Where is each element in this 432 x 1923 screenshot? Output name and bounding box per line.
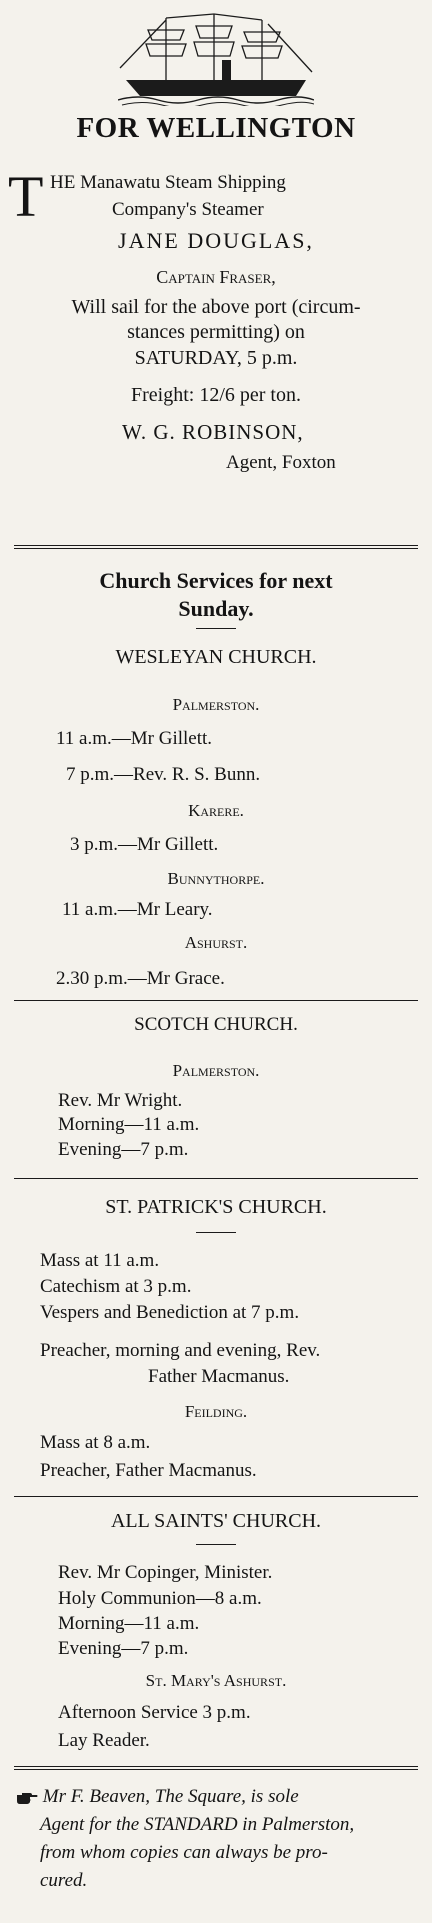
sail-line-1: Will sail for the above port (circum- [71,296,361,318]
church-services-heading: Church Services for next [99,568,333,593]
section-divider [14,545,418,549]
all-saints-line-3: Morning—11 a.m. [58,1613,200,1634]
st-patricks-line-2: Catechism at 3 p.m. [40,1276,192,1297]
agent-notice-text-1: Mr F. Beaven, The Square, is sole [42,1786,299,1807]
st-patricks-line-4: Preacher, morning and evening, Rev. [40,1340,321,1361]
st-patricks-line-6: Mass at 8 a.m. [40,1432,151,1453]
company-line-1: HE Manawatu Steam Shipping [50,172,286,193]
wesleyan-palmerston: Palmerston. [172,695,260,714]
church-services-subheading: Sunday. [178,596,254,621]
all-saints-st-marys: St. Mary's Ashurst. [145,1671,287,1690]
drop-cap: T [8,164,44,229]
wesleyan-service-2: 7 p.m.—Rev. R. S. Bunn. [66,764,261,785]
divider [14,1178,418,1179]
st-patricks-title: ST. PATRICK'S CHURCH. [105,1196,327,1218]
short-divider [196,1544,236,1545]
shipping-headline: FOR WELLINGTON [76,112,356,144]
divider [14,1000,418,1001]
wesleyan-bunnythorpe: Bunnythorpe. [167,869,265,888]
agent-notice-line-4: cured. [40,1870,88,1891]
agent-place: Agent, Foxton [226,452,336,473]
agent-name: W. G. ROBINSON, [122,420,304,444]
pointing-hand-icon [16,1791,38,1805]
section-divider [14,1766,418,1770]
all-saints-line-1: Rev. Mr Copinger, Minister. [58,1562,273,1583]
scotch-palmerston: Palmerston. [172,1061,260,1080]
wesleyan-service-3: 3 p.m.—Mr Gillett. [70,834,219,855]
agent-notice-line-3: from whom copies can always be pro- [40,1842,328,1863]
sail-day: SATURDAY, 5 p.m. [134,347,298,369]
wesleyan-karere: Karere. [188,801,244,820]
short-divider [196,628,236,629]
st-patricks-feilding: Feilding. [184,1402,248,1421]
steamship-illustration [118,10,314,106]
wesleyan-service-1: 11 a.m.—Mr Gillett. [56,728,213,749]
wesleyan-title: WESLEYAN CHURCH. [115,646,317,668]
wesleyan-ashurst: Ashurst. [184,933,248,952]
all-saints-line-4: Evening—7 p.m. [58,1638,189,1659]
divider [14,1496,418,1497]
short-divider [196,1232,236,1233]
scotch-line-3: Evening—7 p.m. [58,1139,189,1160]
st-patricks-line-3: Vespers and Benediction at 7 p.m. [40,1302,300,1323]
st-patricks-line-5: Father Macmanus. [148,1366,290,1387]
scotch-title: SCOTCH CHURCH. [134,1014,298,1035]
wesleyan-service-5: 2.30 p.m.—Mr Grace. [56,968,225,989]
all-saints-line-2: Holy Communion—8 a.m. [58,1588,262,1609]
sail-line-2: stances permitting) on [127,321,305,343]
freight-line: Freight: 12/6 per ton. [131,384,301,406]
scotch-line-1: Rev. Mr Wright. [58,1090,183,1111]
st-patricks-line-1: Mass at 11 a.m. [40,1250,160,1271]
ship-name: JANE DOUGLAS, [118,228,314,253]
wesleyan-service-4: 11 a.m.—Mr Leary. [62,899,213,920]
captain-line: Captain Fraser, [156,267,276,287]
scotch-line-2: Morning—11 a.m. [58,1114,200,1135]
all-saints-line-6: Lay Reader. [58,1730,150,1751]
agent-notice-line-2: Agent for the STANDARD in Palmerston, [40,1814,355,1835]
all-saints-line-5: Afternoon Service 3 p.m. [58,1702,251,1723]
agent-notice-line-1 [16,1786,299,1808]
all-saints-title: ALL SAINTS' CHURCH. [110,1510,322,1532]
st-patricks-line-7: Preacher, Father Macmanus. [40,1460,257,1481]
company-line-2: Company's Steamer [112,199,264,220]
